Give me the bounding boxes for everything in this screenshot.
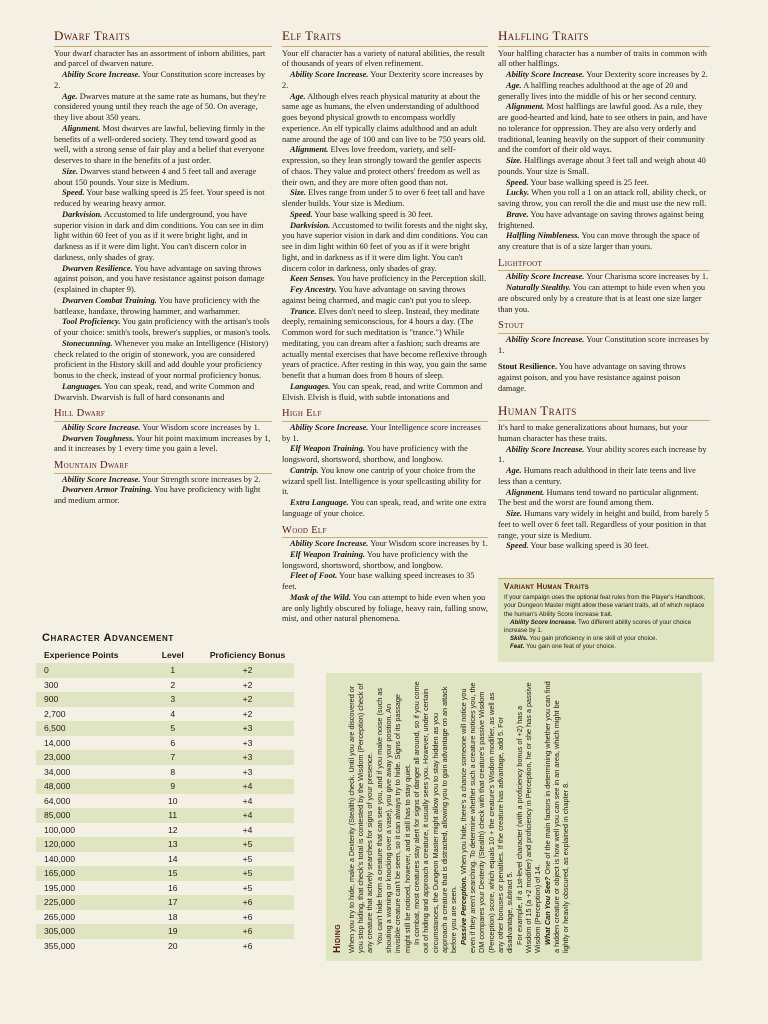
proficiency-cell: +5: [201, 837, 294, 852]
level-cell: 9: [144, 779, 201, 794]
table-row: [36, 663, 294, 678]
trait-paragraph: [54, 434, 272, 456]
xp-cell: 195,000: [44, 882, 76, 893]
trait-paragraph: [54, 485, 272, 507]
trait-name: Fleet of Foot.: [290, 571, 338, 581]
trait-paragraph: [282, 423, 488, 445]
trait-paragraph: [498, 541, 710, 552]
trait-name: Stonecunning.: [62, 338, 113, 348]
level-cell: 5: [144, 721, 201, 736]
xp-cell: 900: [36, 692, 144, 707]
trait-paragraph: [498, 210, 710, 232]
hill-dwarf-heading: Hill Dwarf: [54, 407, 272, 421]
mountain-dwarf-trait-list: [54, 475, 272, 507]
trait-text: You can move through the space of any creature that is of a size larger than yours.: [498, 231, 700, 252]
hiding-sidebar: [326, 673, 702, 961]
trait-paragraph: [282, 571, 488, 593]
trait-name: Speed.: [506, 541, 529, 551]
trait-text: Your Dexterity score increases by 2.: [586, 70, 708, 80]
lightfoot-trait-list: [498, 272, 710, 315]
trait-name: Ability Score Increase.: [506, 272, 585, 282]
trait-paragraph: [498, 335, 710, 357]
halfling-intro: Your halfling character has a number of traits in common with all other halflings.: [498, 48, 707, 69]
proficiency-cell: +3: [201, 721, 294, 736]
trait-text: A halfling reaches adulthood at the age of 20 and generally lives into the middle of his or her second century.: [498, 80, 697, 101]
level-cell: 1: [144, 663, 201, 678]
trait-text: Your Charisma score increases by 1.: [586, 272, 709, 282]
trait-text: Your Wisdom score increases by 1.: [142, 422, 260, 432]
trait-paragraph: [54, 423, 272, 434]
trait-name: Passive Perception.: [458, 876, 468, 945]
level-cell: 11: [144, 808, 201, 823]
trait-text: Whenever you make an Intelligence (History) check related to the origin of stonework, you are considered proficient in the History skill and add double your proficiency bonus to the check, instead of your normal proficiency bonus.: [54, 338, 269, 381]
trait-name: Ability Score Increase.: [290, 422, 369, 432]
column-header-proficiency: Proficiency Bonus: [209, 650, 286, 660]
trait-text: Your base walking speed is 30 feet.: [530, 541, 649, 551]
wood-elf-heading: Wood Elf: [282, 524, 488, 538]
trait-paragraph: [282, 382, 488, 404]
trait-paragraph: [282, 466, 488, 498]
trait-text: Elves love freedom, variety, and self-expression, so they lean strongly toward the gentler aspects of chaos. They value and protect others' freedom as well as their own, and they are more often good than not.: [282, 145, 481, 187]
proficiency-cell: +4: [201, 808, 294, 823]
trait-text: You gain one feat of your choice.: [526, 642, 616, 650]
trait-paragraph: [498, 509, 710, 541]
human-trait-list: [498, 445, 710, 553]
xp-cell: 64,000: [44, 795, 71, 806]
trait-text: Halflings average about 3 feet tall and weigh about 40 pounds. Your size is Small.: [498, 156, 706, 176]
xp-cell: 23,000: [36, 750, 144, 765]
variant-human-sidebar: [498, 578, 714, 662]
trait-paragraph: [282, 498, 488, 520]
trait-text: Dwarves stand between 4 and 5 feet tall and average about 150 pounds. Your size is Medium.: [54, 166, 257, 187]
trait-text: You know one cantrip of your choice from the wizard spell list. Intelligence is your spellcasting ability for it.: [282, 465, 481, 497]
dwarf-traits-heading: Dwarf Traits: [54, 28, 272, 47]
proficiency-cell: +3: [242, 766, 253, 777]
xp-cell: 305,000: [36, 924, 144, 939]
level-cell: 4: [170, 708, 176, 719]
trait-name: Age.: [506, 466, 522, 476]
column-header-level: Level: [161, 650, 184, 660]
trait-paragraph: [504, 635, 708, 643]
hill-dwarf-trait-list: [54, 423, 272, 455]
trait-name: Speed.: [290, 209, 313, 219]
trait-text: Humans vary widely in height and build, from barely 5 feet to well over 6 feet tall. Regardless of your position in that range, your size is Medium.: [498, 509, 709, 540]
trait-text: Your hit point maximum increases by 1, and it increases by 1 every time you gain a level.: [54, 433, 271, 454]
level-cell: 17: [144, 895, 201, 910]
xp-cell: 2,700: [44, 708, 66, 719]
trait-name: Mask of the Wild.: [290, 592, 351, 602]
character-advancement: [36, 632, 294, 962]
trait-text: Elves range from under 5 to over 6 feet tall and have slender builds. Your size is Medium.: [282, 188, 485, 209]
trait-name: Size.: [290, 188, 307, 198]
trait-text: You have proficiency with the longsword, shortsword, shortbow, and longbow.: [282, 444, 468, 465]
table-row: [36, 837, 294, 852]
trait-text: You can attempt to hide even when you are only lightly obscured by foliage, heavy rain, falling snow, mist, and other natural phenomena.: [282, 592, 488, 624]
trait-name: Elf Weapon Training.: [290, 444, 366, 454]
trait-paragraph: [282, 550, 488, 572]
trait-name: Extra Language.: [290, 498, 349, 508]
table-row: [36, 678, 294, 693]
trait-name: Speed.: [506, 177, 529, 187]
stout-trait-list: [498, 335, 710, 357]
trait-name: Trance.: [290, 306, 317, 316]
trait-name: Ability Score Increase.: [62, 474, 141, 484]
table-row: [36, 794, 294, 809]
trait-name: Lucky.: [506, 188, 530, 198]
trait-paragraph: [54, 70, 272, 92]
trait-name: Halfling Nimbleness.: [506, 231, 580, 241]
proficiency-cell: +2: [201, 692, 294, 707]
trait-paragraph: [498, 188, 710, 210]
trait-name: Speed.: [62, 188, 85, 198]
trait-text: Your base walking speed increases to 35 feet.: [282, 571, 475, 591]
trait-paragraph: [54, 92, 272, 124]
trait-name: Elf Weapon Training.: [290, 549, 366, 559]
proficiency-cell: +2: [201, 663, 294, 678]
trait-text: Your Strength score increases by 2.: [142, 474, 261, 484]
trait-paragraph: [498, 178, 710, 189]
table-row: [36, 910, 294, 925]
level-cell: 10: [167, 795, 178, 806]
trait-text: Humans tend toward no particular alignment. The best and the worst are found among them.: [498, 487, 699, 508]
dwarf-intro: Your dwarf character has an assortment of inborn abilities, part and parcel of dwarven nature.: [54, 48, 266, 69]
trait-paragraph: [282, 274, 488, 285]
level-cell: 2: [170, 679, 176, 690]
trait-name: Tool Proficiency.: [62, 317, 121, 327]
trait-paragraph: [282, 285, 488, 307]
trait-paragraph: [498, 466, 710, 488]
trait-text: Your Intelligence score increases by 1.: [282, 422, 481, 443]
level-cell: 3: [144, 692, 201, 707]
halfling-traits-heading: Halfling Traits: [498, 28, 710, 47]
trait-paragraph: [54, 317, 272, 339]
trait-paragraph: [498, 272, 710, 283]
dwarf-column: [54, 28, 272, 628]
proficiency-cell: +4: [242, 795, 253, 806]
level-cell: 7: [144, 750, 201, 765]
trait-paragraph: [282, 188, 488, 210]
trait-name: Ability Score Increase.: [506, 70, 585, 80]
table-row: [36, 852, 294, 867]
table-row: [36, 692, 294, 707]
passive-perception: [459, 681, 515, 953]
advancement-table-body: [36, 663, 294, 953]
dwarf-trait-list: [54, 70, 272, 403]
trait-text: You can speak, read, and write one extra language of your choice.: [282, 498, 487, 518]
trait-name: Ability Score Increase.: [62, 422, 141, 432]
trait-name: Feat.: [510, 642, 525, 650]
level-cell: 18: [167, 911, 178, 922]
trait-name: Alignment.: [290, 145, 329, 155]
trait-paragraph: [54, 210, 272, 264]
trait-paragraph: [498, 102, 710, 156]
trait-name: Ability Score Increase.: [62, 70, 141, 80]
level-cell: 12: [167, 824, 178, 835]
level-cell: 15: [144, 866, 201, 881]
trait-name: Ability Score Increase.: [506, 334, 585, 344]
xp-cell: 140,000: [44, 853, 76, 864]
trait-paragraph: [282, 539, 488, 550]
table-row: [36, 750, 294, 765]
level-cell: 6: [170, 737, 176, 748]
variant-trait-list: [504, 619, 708, 651]
trait-text: You have proficiency with light and medium armor.: [54, 485, 261, 505]
xp-cell: 225,000: [36, 895, 144, 910]
elf-trait-list: [282, 70, 488, 403]
trait-text: Humans reach adulthood in their late teens and live less than a century.: [498, 466, 696, 486]
proficiency-cell: +3: [201, 750, 294, 765]
table-row: [36, 924, 294, 939]
trait-text: You can speak, read, and write Common and Dwarvish. Dwarvish is full of hard consonants and: [54, 381, 255, 402]
trait-paragraph: [504, 619, 708, 635]
proficiency-cell: +6: [242, 940, 253, 951]
proficiency-cell: +2: [242, 708, 253, 719]
high-elf-trait-list: [282, 423, 488, 520]
proficiency-cell: +6: [242, 911, 253, 922]
trait-text: You gain proficiency with the artisan's tools of your choice: smith's tools, brewer's supplies, or mason's tools.: [54, 317, 271, 338]
table-row: [36, 881, 294, 896]
trait-paragraph: [54, 264, 272, 296]
trait-name: Size.: [506, 509, 523, 519]
trait-paragraph: [54, 382, 272, 404]
trait-paragraph: [498, 81, 710, 103]
trait-name: Dwarven Armor Training.: [62, 485, 153, 495]
trait-text: You have advantage on saving throws against being frightened.: [498, 209, 704, 230]
advancement-table: [36, 649, 294, 953]
trait-name: Alignment.: [62, 123, 101, 133]
trait-text: Elves don't need to sleep. Instead, they meditate deeply, remaining semiconscious, for 4 hours a day. (The Common word for such meditation is "trance.") While meditating, you can dream after a fashion; such dreams are actually mental exercises that have become reflexive through years of practice. After resting in this way, you gain the same benefit that a human does from 8 hours of sleep.: [282, 306, 487, 381]
trait-name: Darkvision.: [290, 220, 331, 230]
trait-text: Most dwarves are lawful, believing firmly in the benefits of a well-ordered society. They tend toward good as well, with a strong sense of fair play and a belief that everyone deserves to share in the benefits of a just order.: [54, 123, 265, 166]
table-row: [36, 939, 294, 954]
trait-name: Dwarven Toughness.: [62, 433, 135, 443]
xp-cell: 165,000: [36, 866, 144, 881]
trait-text: You have advantage on saving throws against being charmed, and magic can't put you to sleep.: [282, 285, 472, 305]
proficiency-cell: +3: [242, 737, 253, 748]
high-elf-heading: High Elf: [282, 407, 488, 421]
trait-paragraph: [282, 444, 488, 466]
trait-text: Your Dexterity score increases by 2.: [282, 70, 484, 90]
table-header-row: [36, 649, 294, 663]
human-traits-heading: Human Traits: [498, 403, 710, 422]
trait-text: Your base walking speed is 30 feet.: [314, 209, 433, 219]
proficiency-cell: +6: [201, 895, 294, 910]
trait-text: Most halflings are lawful good. As a rule, they are good-hearted and kind, hate to see others in pain, and have no tolerance for oppression. They are also very orderly and traditional, leaning heavily on the support of their community and the comfort of their old ways.: [498, 102, 708, 155]
trait-paragraph: [282, 70, 488, 92]
xp-cell: 6,500: [36, 721, 144, 736]
table-row: [36, 895, 294, 910]
trait-name: What Can You See?: [542, 876, 552, 945]
xp-cell: 100,000: [44, 824, 76, 835]
trait-paragraph: [282, 593, 488, 625]
trait-paragraph: [498, 283, 710, 315]
trait-text: You have proficiency with the battleaxe, handaxe, throwing hammer, and warhammer.: [54, 295, 260, 316]
trait-text: You have proficiency with the longsword, shortsword, shortbow, and longbow.: [282, 549, 468, 570]
proficiency-cell: +2: [242, 679, 253, 690]
trait-paragraph: [498, 156, 710, 178]
level-cell: 20: [167, 940, 178, 951]
trait-text: Two different ability scores of your choice increase by 1.: [504, 618, 692, 634]
trait-paragraph: [54, 188, 272, 210]
trait-name: Age.: [62, 91, 78, 101]
proficiency-cell: +4: [242, 824, 253, 835]
trait-paragraph: [282, 307, 488, 382]
trait-name: Alignment.: [506, 487, 545, 497]
proficiency-cell: +5: [242, 853, 253, 864]
trait-text: Accustomed to twilit forests and the night sky, you have superior vision in dark and dim conditions. You can see in dim light within 60 feet of you as if it were bright light, and in darkness as if it were dim light. You can't discern color in darkness, only shades of gray.: [282, 220, 488, 273]
trait-name: Age.: [506, 80, 522, 90]
advancement-heading: Character Advancement: [42, 632, 174, 644]
table-row: [36, 779, 294, 794]
trait-name: Cantrip.: [290, 465, 319, 475]
elf-traits-heading: Elf Traits: [282, 28, 488, 47]
xp-cell: 85,000: [36, 808, 144, 823]
level-cell: 8: [170, 766, 176, 777]
trait-paragraph: [54, 475, 272, 486]
proficiency-cell: +5: [242, 882, 253, 893]
trait-paragraph: [54, 124, 272, 167]
trait-paragraph: [282, 221, 488, 275]
trait-text: You have advantage on saving throws against poison, and you have resistance against poison damage.: [498, 362, 686, 393]
trait-name: Age.: [290, 91, 306, 101]
variant-human-heading: Variant Human Traits: [504, 582, 590, 591]
trait-paragraph: [282, 145, 488, 188]
table-row: [36, 808, 294, 823]
trait-paragraph: [498, 445, 710, 467]
trait-name: Fey Ancestry.: [290, 285, 337, 295]
trait-text: Your base walking speed is 25 feet.: [530, 177, 649, 187]
trait-name: Languages.: [62, 381, 103, 391]
trait-paragraph: [54, 339, 272, 382]
hiding-paragraph: You can't hide from a creature that can see you, and if you make noise (such as shouting a warning or knocking over a vase), you give away your position. An invisible creature can't be seen, so it can always try to hide. Signs of its passage might still be noticed, however, and it still has to stay quiet.: [374, 687, 412, 953]
trait-name: Dwarven Combat Training.: [62, 295, 157, 305]
trait-text: Your ability scores each increase by 1.: [498, 444, 707, 465]
level-cell: 14: [167, 853, 178, 864]
trait-text: One of the main factors in determining whether you can find a hidden creature or object is how well you can see in an area, which might be lightly or heavily obscured, as explained in chapter 8.: [542, 681, 571, 953]
xp-cell: 0: [36, 663, 144, 678]
trait-text: Your base walking speed is 25 feet. Your speed is not reduced by wearing heavy armor.: [54, 188, 265, 209]
trait-paragraph: [504, 643, 708, 651]
trait-paragraph: [54, 296, 272, 318]
trait-text: Although elves reach physical maturity at about the same age as humans, the elven understanding of adulthood goes beyond physical growth to encompass worldly experience. An elf typically claims adulthood and an adult name around the age of 100 and can live to be 750 years old.: [282, 91, 486, 144]
trait-name: Ability Score Increase.: [290, 539, 369, 548]
human-intro: It's hard to make generalizations about humans, but your human character has these traits.: [498, 423, 688, 443]
trait-text: You can attempt to hide even when you are obscured only by a creature that is at least one size larger than you.: [498, 283, 706, 314]
mountain-dwarf-heading: Mountain Dwarf: [54, 459, 272, 473]
table-row: [36, 823, 294, 838]
trait-text: You have proficiency in the Perception skill.: [336, 274, 487, 284]
trait-name: Size.: [506, 156, 523, 166]
proficiency-cell: +6: [201, 924, 294, 939]
xp-cell: 355,000: [44, 940, 76, 951]
trait-name: Ability Score Increase.: [290, 70, 369, 80]
trait-text: You have advantage on saving throws against poison, and you have resistance against poison damage (explained in chapter 9).: [54, 263, 265, 295]
variant-intro: If your campaign uses the optional feat rules from the Player's Handbook, your Dungeon Master might allow these variant traits, all of which replace the human's Ability Score Increase trait.: [504, 594, 706, 618]
trait-paragraph: [282, 210, 488, 221]
trait-text: Your Constitution score increases by 2.: [54, 70, 266, 90]
xp-cell: 300: [44, 679, 59, 690]
xp-cell: 14,000: [44, 737, 71, 748]
proficiency-cell: +4: [201, 779, 294, 794]
trait-text: You gain proficiency in one skill of your choice.: [529, 634, 658, 642]
level-cell: 13: [144, 837, 201, 852]
trait-text: Your Wisdom score increases by 1.: [370, 539, 488, 548]
what-can-you-see: [543, 681, 571, 953]
column-header-xp: Experience Points: [44, 650, 119, 660]
stout-heading: Stout: [498, 319, 710, 333]
hiding-paragraph: In combat, most creatures stay alert for signs of danger all around, so if you come out of hiding and approach a creature, it usually sees you. However, under certain circumstances, the Dungeon Master might allow you to stay hidden as you approach a creature that is distracted, allowing you to gain advantage on an attack before you are seen.: [412, 681, 459, 953]
trait-name: Dwarven Resilience.: [62, 263, 133, 273]
trait-text: You can speak, read, and write Common and Elvish. Elvish is fluid, with subtle intonations and: [282, 381, 483, 402]
trait-text: Accustomed to life underground, you have superior vision in dark and dim conditions. You can see in dim light within 60 feet of you as if it were bright light, and in darkness as if it were dim light. You can't discern color in darkness, only shades of gray.: [54, 209, 264, 262]
elf-intro: Your elf character has a variety of natural abilities, the result of thousands of years of elven refinement.: [282, 48, 485, 69]
trait-paragraph: [498, 70, 710, 81]
xp-cell: 120,000: [36, 837, 144, 852]
trait-name: Keen Senses.: [290, 274, 336, 284]
table-row: [36, 707, 294, 722]
table-row: [36, 736, 294, 751]
lightfoot-heading: Lightfoot: [498, 257, 710, 271]
hiding-intro: When you try to hide, make a Dexterity (Stealth) check. Until you are discovered or you stop hiding, that check's total is contested by the Wisdom (Perception) check of any creature that actively searches for signs of your presence.: [346, 683, 375, 953]
wood-elf-trait-list: [282, 539, 488, 625]
level-cell: 16: [167, 882, 178, 893]
trait-name: Ability Score Increase.: [510, 618, 577, 626]
hiding-paragraph: For example, if a 1st-level character (with a proficiency bonus of +2) has a Wisdom of 15 (a +2 modifier) and proficiency in Perception, he or she has a passive Wisdom (Perception) of 14.: [514, 682, 543, 953]
xp-cell: 48,000: [36, 779, 144, 794]
halfling-human-column: [498, 28, 710, 598]
trait-text: When you hide, there's a chance someone will notice you even if they aren't searching. To determine whether such a creature notices you, the DM compares your Dexterity (Stealth) check with that creature's passive Wisdom (Perception) score, which equals 10 + the creature's Wisdom modifier, as well as any other bonuses or penalties. If the creature has advantage, add 5. For disadvantage, subtract 5.: [458, 682, 515, 953]
trait-name: Skills.: [510, 634, 528, 642]
table-row: [36, 721, 294, 736]
elf-column: [282, 28, 488, 638]
level-cell: 19: [144, 924, 201, 939]
trait-text: Your Constitution score increases by 1.: [498, 334, 710, 355]
trait-name: Stout Resilience.: [498, 362, 558, 372]
trait-paragraph: [498, 488, 710, 510]
table-row: [36, 866, 294, 881]
xp-cell: 265,000: [44, 911, 76, 922]
hiding-heading: Hiding: [332, 923, 343, 953]
xp-cell: 34,000: [44, 766, 71, 777]
hiding-content: [326, 673, 702, 961]
trait-paragraph: [282, 92, 488, 146]
trait-name: Languages.: [290, 381, 331, 391]
trait-name: Ability Score Increase.: [506, 444, 585, 454]
table-row: [36, 765, 294, 780]
stout-resilience: [498, 362, 710, 394]
proficiency-cell: +5: [201, 866, 294, 881]
halfling-trait-list: [498, 70, 710, 253]
trait-text: When you roll a 1 on an attack roll, ability check, or saving throw, you can reroll the die and must use the new roll.: [498, 188, 707, 209]
trait-paragraph: [498, 231, 710, 253]
trait-name: Naturally Stealthy.: [506, 283, 571, 293]
trait-name: Darkvision.: [62, 209, 103, 219]
trait-text: Dwarves mature at the same rate as humans, but they're considered young until they reach the age of 50. On average, they live about 350 years.: [54, 91, 266, 123]
trait-name: Alignment.: [506, 102, 545, 112]
trait-name: Size.: [62, 166, 79, 176]
trait-paragraph: [54, 167, 272, 189]
trait-name: Brave.: [506, 209, 529, 219]
